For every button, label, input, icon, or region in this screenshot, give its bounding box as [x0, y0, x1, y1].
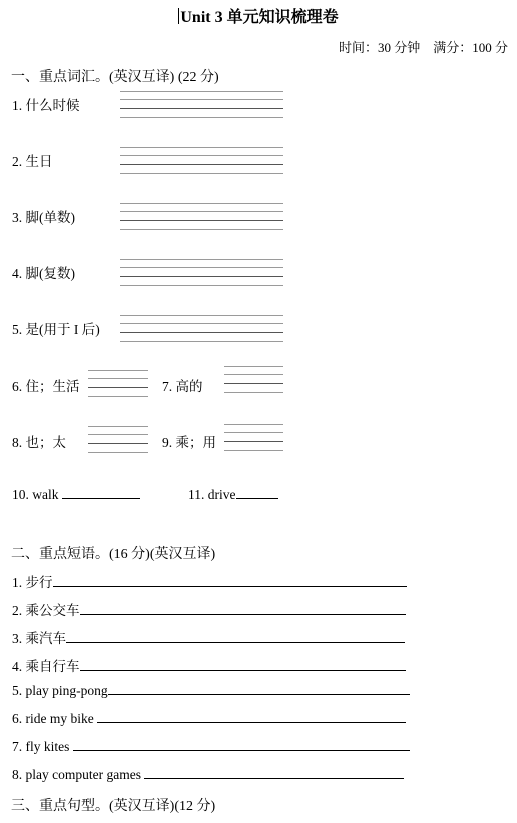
- phrase-item-3: 3. 乘汽车: [12, 627, 405, 647]
- answer-lines: [120, 315, 283, 349]
- section2-heading: 二、重点短语。(16 分)(英汉互译): [11, 547, 216, 562]
- phrase-item-1: 1. 步行: [12, 571, 407, 591]
- answer-lines: [88, 426, 148, 460]
- vocab-item-2: 2. 生日: [12, 154, 53, 169]
- answer-blank: [66, 631, 405, 643]
- answer-blank: [73, 739, 410, 751]
- vocab-item-4: 4. 脚(复数): [12, 266, 75, 281]
- answer-lines: [120, 91, 283, 125]
- answer-lines: [224, 366, 283, 400]
- vocab-item-9: 9. 乘；用: [162, 435, 216, 450]
- vocab-item-8: 8. 也；太: [12, 435, 66, 450]
- exam-meta: 时间：30 分钟 满分：100 分: [338, 40, 508, 55]
- vocab-item-7: 7. 高的: [162, 379, 203, 394]
- answer-blank: [144, 767, 404, 779]
- phrase-item-2: 2. 乘公交车: [12, 599, 406, 619]
- answer-blank: [53, 575, 407, 587]
- answer-lines: [120, 203, 283, 237]
- vocab-item-11: 11. drive: [188, 487, 278, 503]
- answer-blank: [80, 603, 406, 615]
- vocab-item-10: 10. walk: [12, 487, 140, 503]
- section3-heading: 三、重点句型。(英汉互译)(12 分): [11, 799, 216, 814]
- page-title: Unit 3 单元知识梳理卷: [180, 9, 339, 26]
- answer-blank: [108, 683, 410, 695]
- answer-lines: [88, 370, 148, 404]
- phrase-item-7: 7. fly kites: [12, 739, 410, 755]
- answer-blank: [80, 659, 406, 671]
- answer-blank: [236, 487, 278, 499]
- phrase-item-5: 5. play ping-pong: [12, 683, 410, 699]
- vocab-item-5: 5. 是(用于 I 后): [12, 322, 100, 337]
- answer-blank: [97, 711, 406, 723]
- phrase-item-4: 4. 乘自行车: [12, 655, 406, 675]
- section1-heading: 一、重点词汇。(英汉互译) (22 分): [11, 70, 219, 85]
- phrase-item-6: 6. ride my bike: [12, 711, 406, 727]
- vocab-item-6: 6. 住；生活: [12, 379, 80, 394]
- answer-lines: [224, 424, 283, 458]
- answer-lines: [120, 147, 283, 181]
- vocab-item-3: 3. 脚(单数): [12, 210, 75, 225]
- answer-blank: [62, 487, 140, 499]
- phrase-item-8: 8. play computer games: [12, 767, 404, 783]
- vocab-item-1: 1. 什么时候: [12, 98, 80, 113]
- answer-lines: [120, 259, 283, 293]
